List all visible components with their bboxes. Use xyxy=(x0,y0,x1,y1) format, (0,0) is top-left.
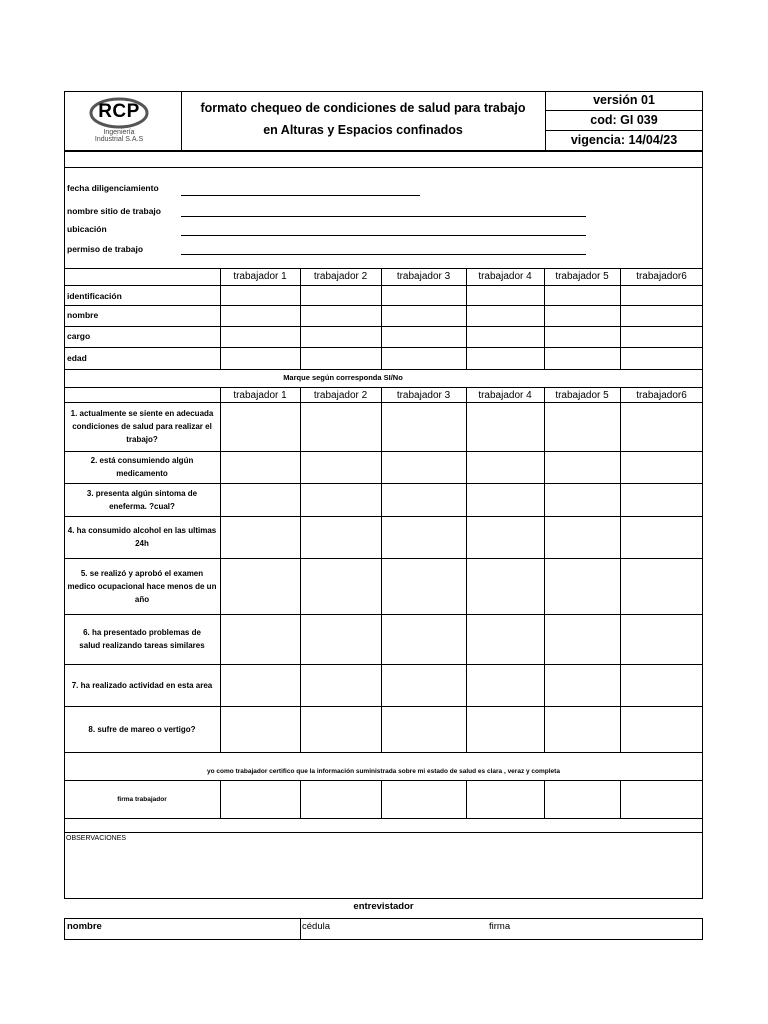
row-nombre: nombre xyxy=(67,310,99,320)
interviewer-firma-label: firma xyxy=(489,921,511,932)
validity-label: vigencia: 14/04/23 xyxy=(570,133,678,147)
interviewer-row xyxy=(64,918,703,940)
interviewer-cedula-label: cédula xyxy=(302,921,330,932)
interviewer-nombre-label: nombre xyxy=(67,921,102,932)
questions-col-5: trabajador 5 xyxy=(555,390,609,401)
sitio-field[interactable] xyxy=(181,216,586,217)
permiso-field[interactable] xyxy=(181,254,586,255)
workers-col-5: trabajador 5 xyxy=(555,271,609,282)
interviewer-title: entrevistador xyxy=(353,901,414,912)
workers-col-1: trabajador 1 xyxy=(233,271,287,282)
questions-col-6: trabajador6 xyxy=(636,390,687,401)
questions-col-2: trabajador 2 xyxy=(313,390,368,401)
code-label: cod: GI 039 xyxy=(590,113,658,127)
permiso-label: permiso de trabajo xyxy=(67,244,144,254)
question-2: 2. está consumiendo algún medicamento xyxy=(90,456,194,478)
company-logo xyxy=(88,96,150,148)
question-8: 8. sufre de mareo o vertigo? xyxy=(88,724,196,734)
question-7: 7. ha realizado actividad en esta area xyxy=(71,680,213,690)
workers-col-4: trabajador 4 xyxy=(478,271,532,282)
sitio-label: nombre sitio de trabajo xyxy=(67,206,161,216)
logo-subtitle-1: Ingeniería xyxy=(103,129,135,136)
questions-col-3: trabajador 3 xyxy=(396,390,451,401)
form-title-line1: formato chequeo de condiciones de salud para trabajo xyxy=(200,101,526,115)
workers-col-2: trabajador 2 xyxy=(313,271,368,282)
question-5: 5. se realizó y aprobó el examen medico ocupacional hace menos de un año xyxy=(67,568,217,604)
logo-subtitle-2: Industrial S.A.S xyxy=(94,136,144,143)
certification-text: yo como trabajador certifico que la información suministrada sobre mi estado de salud es clara , veraz y completa xyxy=(207,768,560,775)
questions-col-4: trabajador 4 xyxy=(478,390,532,401)
logo-text: RCP xyxy=(98,101,140,122)
form-title-line2: en Alturas y Espacios confinados xyxy=(263,123,463,137)
row-edad: edad xyxy=(67,353,87,363)
questions-col-1: trabajador 1 xyxy=(233,390,287,401)
row-cargo: cargo xyxy=(67,331,91,341)
question-1: 1. actualmente se siente en adecuada condiciones de salud para realizar el trabajo? xyxy=(70,409,214,444)
observations-area[interactable] xyxy=(65,845,702,898)
version-label: versión 01 xyxy=(593,93,655,107)
instruction-text: Marque según corresponda SI/No xyxy=(283,373,403,382)
ubicacion-label: ubicación xyxy=(67,224,107,234)
question-3: 3. presenta algún sintoma de eneferma. ?cual? xyxy=(86,488,198,511)
question-4: 4. ha consumido alcohol en las ultimas 24h xyxy=(67,526,217,548)
observations-label: OBSERVACIONES xyxy=(66,835,127,842)
fecha-label: fecha diligenciamiento xyxy=(67,183,159,193)
ubicacion-field[interactable] xyxy=(181,235,586,236)
signature-label: firma trabajador xyxy=(117,795,167,803)
fecha-field[interactable] xyxy=(181,195,420,196)
workers-col-6: trabajador6 xyxy=(636,271,687,282)
question-6: 6. ha presentado problemas de salud realizando tareas similares xyxy=(79,628,205,650)
workers-col-3: trabajador 3 xyxy=(396,271,451,282)
row-identificacion: identificación xyxy=(67,291,122,301)
